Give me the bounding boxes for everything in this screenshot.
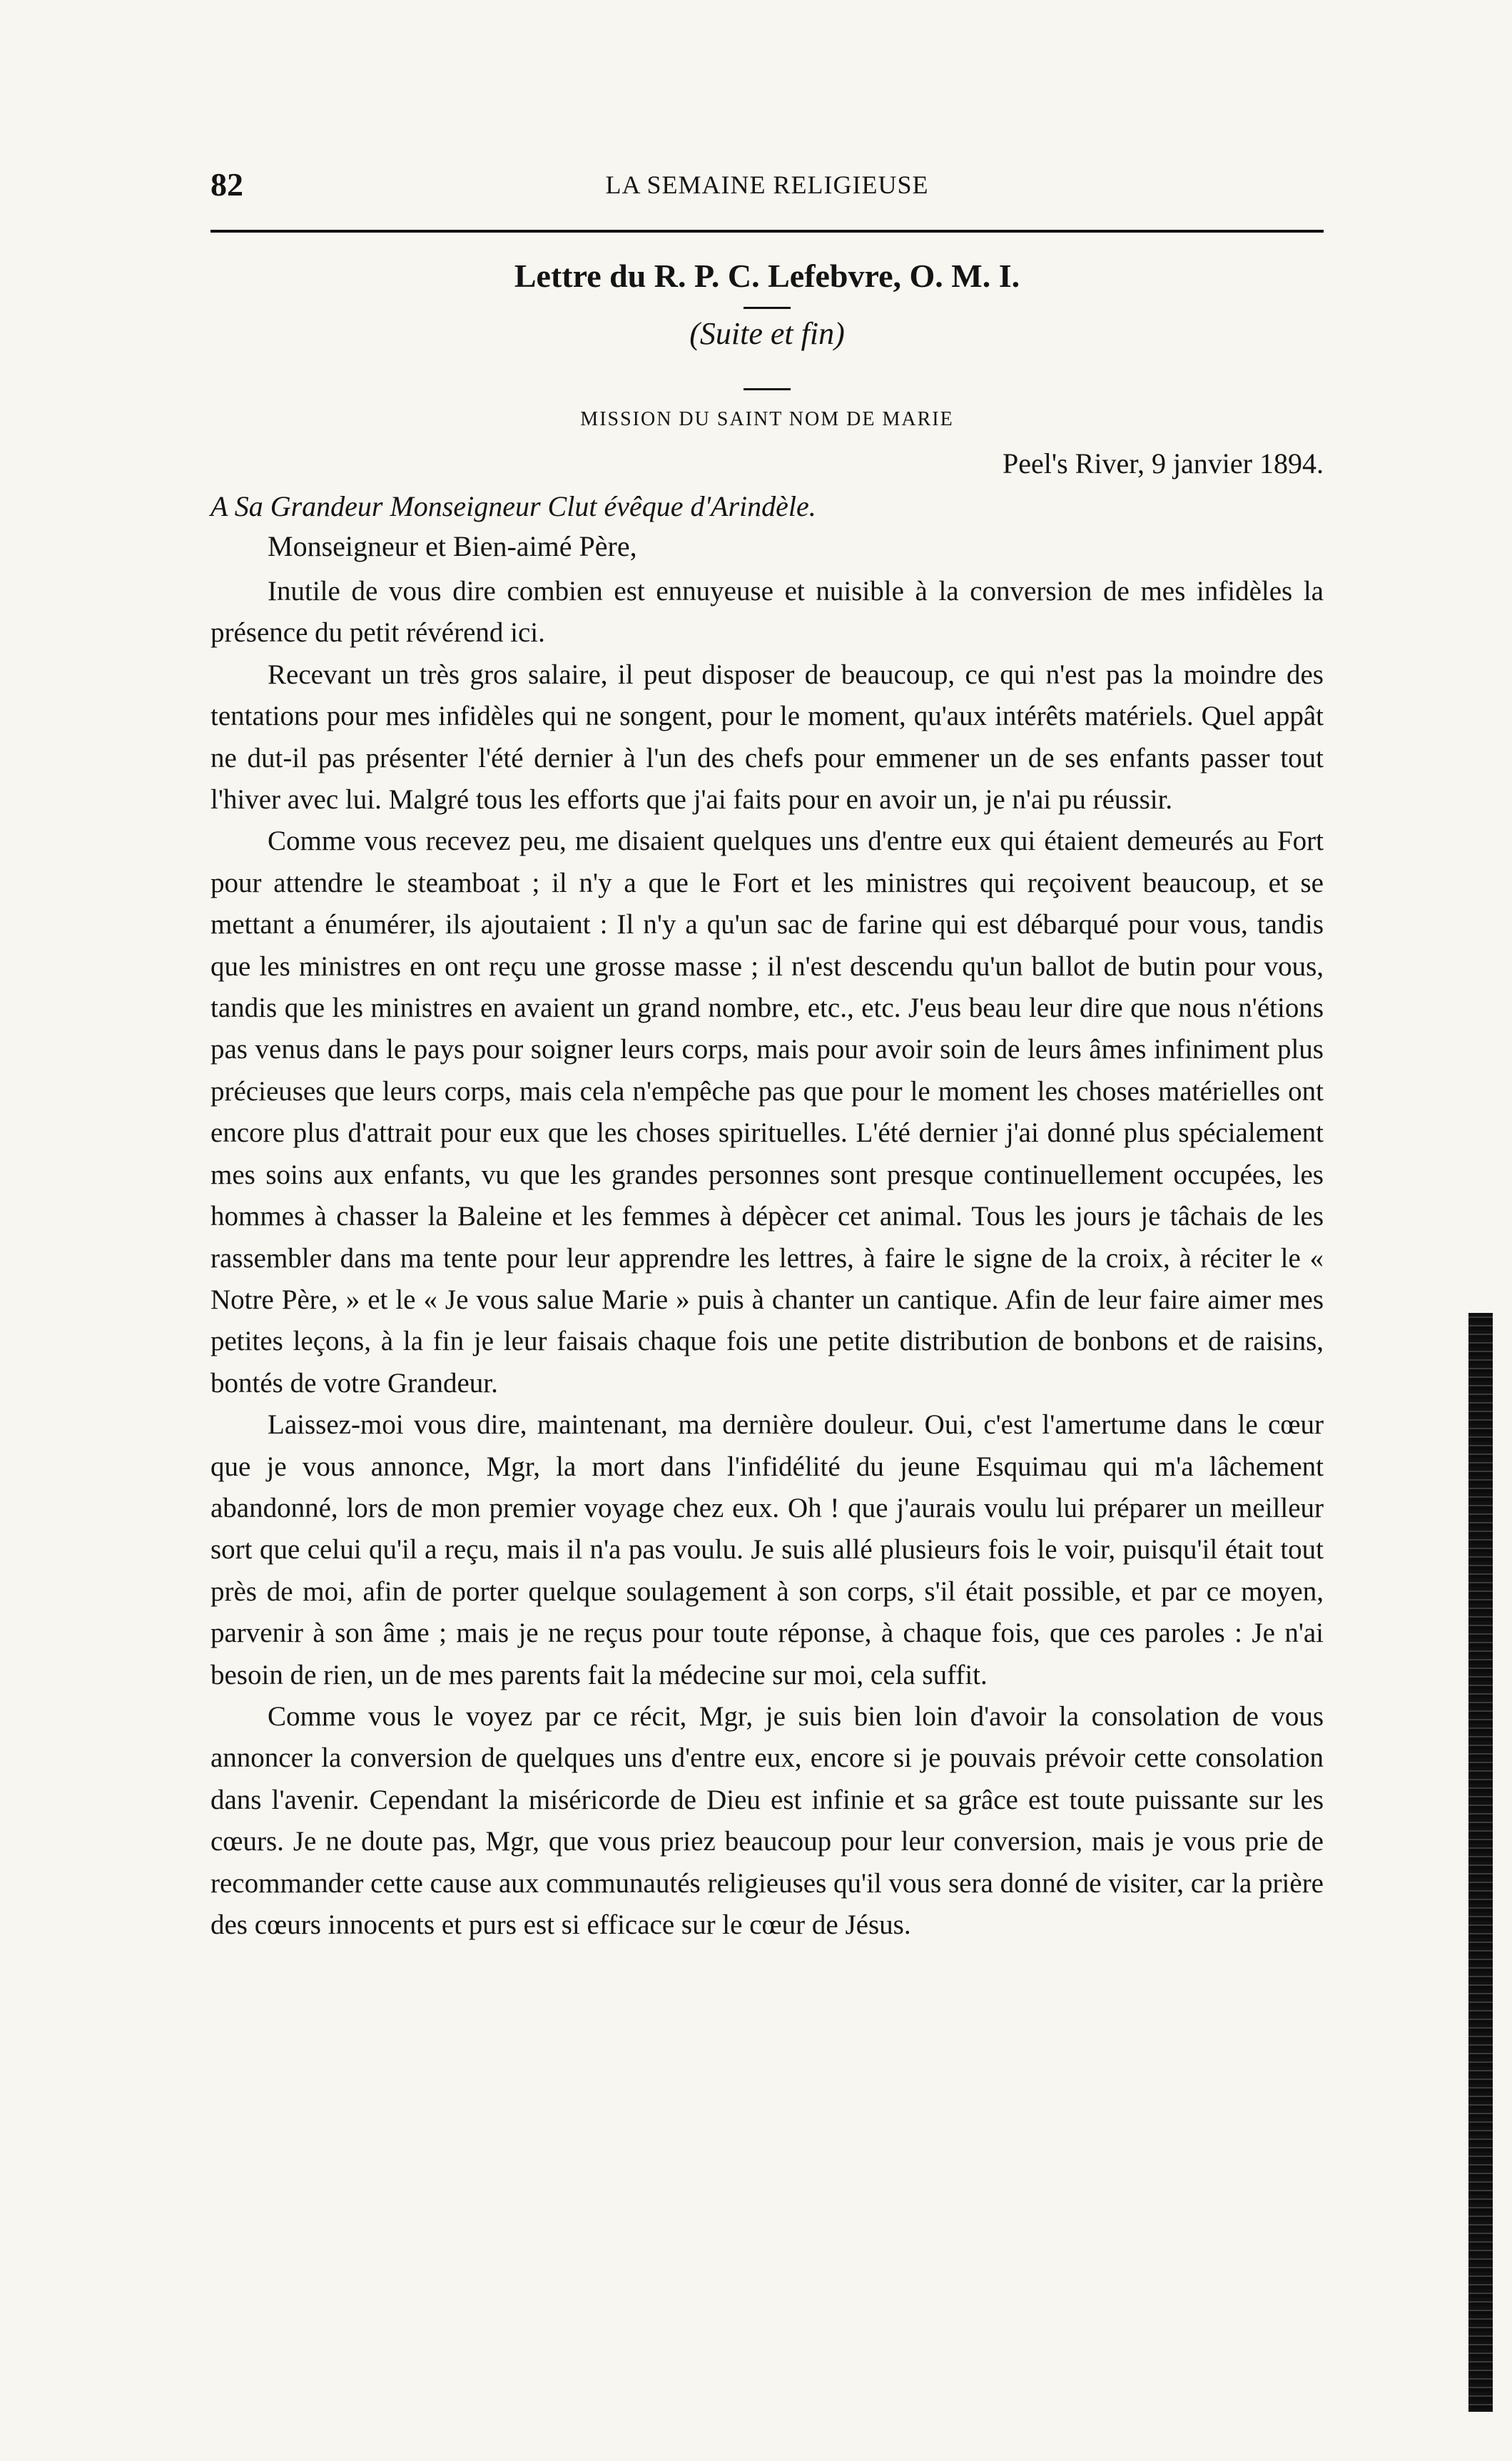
short-rule [744,307,791,309]
short-rule [744,388,791,390]
place-date: Peel's River, 9 janvier 1894. [1003,447,1324,479]
running-head [210,166,1324,208]
journal-title: LA SEMAINE RELIGIEUSE [605,171,929,199]
salutation: Monseigneur et Bien-aimé Père, [268,530,637,562]
letter-body [210,571,1324,1946]
continuation-note: (Suite et fin) [689,316,845,351]
paragraph: Inutile de vous dire combien est ennuyeuse et nuisible à la conversion de mes infidèles la présence du petit révérend ici. [210,576,1324,649]
page-number: 82 [210,166,243,203]
paragraph: Laissez-moi vous dire, maintenant, ma dernière douleur. Oui, c'est l'amertume dans le cœur que je vous annonce, Mgr, la mort dans l'infidélité du jeune Esquimau qui m'a lâchement abandonné, lors de mon premier voyage chez eux. Oh ! que j'aurais voulu lui préparer un meilleur sort que celui qu'il a reçu, mais il n'a pas voulu. Je suis allé plusieurs fois le voir, puisqu'il était tout près de moi, afin de porter quelque soulagement à son corps, s'il était possible, et par ce moyen, parvenir à son âme ; mais je ne reçus pour toute réponse, à chaque fois, que ces paroles : Je n'ai besoin de rien, un de mes parents fait la médecine sur moi, cela suffit. [210,1409,1324,1690]
mission-heading: MISSION DU SAINT NOM DE MARIE [580,408,954,430]
scan-edge-shadow [1468,1313,1493,2412]
paragraph: Recevant un très gros salaire, il peut disposer de beaucoup, ce qui n'est pas la moindre des tentations pour mes infidèles qui ne songent, pour le moment, qu'aux intérêts matériels. Quel appât ne dut-il pas présenter l'été dernier à l'un des chefs pour emmener un de ses enfants passer tout l'hiver avec lui. Malgré tous les efforts que j'ai faits pour en avoir un, je n'ai pu réussir. [210,659,1324,816]
paragraph: Comme vous le voyez par ce récit, Mgr, je suis bien loin d'avoir la consolation de vous annoncer la conversion de quelques uns d'entre eux, encore si je pouvais prévoir cette consolation dans l'avenir. Cependant la miséricorde de Dieu est infinie et sa grâce est toute puissante sur les cœurs. Je ne doute pas, Mgr, que vous priez beaucoup pour leur conversion, mais je vous prie de recommander cette cause aux communautés religieuses qu'il vous sera donné de visiter, car la prière des cœurs innocents et purs est si efficace sur le cœur de Jésus. [210,1700,1324,1940]
header-rule [210,230,1324,233]
paragraph: Comme vous recevez peu, me disaient quelques uns d'entre eux qui étaient demeurés au Fort pour attendre le steamboat ; il n'y a que le Fort et les ministres qui reçoivent beaucoup, et se mettant a énumérer, ils ajoutaient : Il n'y a qu'un sac de farine qui est débarqué pour vous, tandis que les ministres en ont reçu une grosse masse ; il n'est descendu qu'un ballot de butin pour vous, tandis que les ministres en avaient un grand nombre, etc., etc. J'eus beau leur dire que nous n'étions pas venus dans le pays pour soigner leurs corps, mais pour avoir soin de leurs âmes infiniment plus précieuses que leurs corps, mais cela n'empêche pas que pour le moment les choses matérielles ont encore plus d'attrait pour eux que les choses spirituelles. L'été dernier j'ai donné plus spécialement mes soins aux enfants, vu que les grandes personnes sont presque continuellement occupées, les hommes à chasser la Baleine et les femmes à dépècer cet animal. Tous les jours je tâchais de les rassembler dans ma tente pour leur apprendre les lettres, à faire le signe de la croix, à réciter le « Notre Père, » et le « Je vous salue Marie » puis à chanter un cantique. Afin de leur faire aimer mes petites leçons, à la fin je leur faisais chaque fois une petite distribution de bonbons et de raisins, bontés de votre Grandeur. [210,826,1324,1399]
letter-title: Lettre du R. P. C. Lefebvre, O. M. I. [514,258,1020,294]
address-line: A Sa Grandeur Monseigneur Clut évêque d'Arindèle. [210,490,816,522]
